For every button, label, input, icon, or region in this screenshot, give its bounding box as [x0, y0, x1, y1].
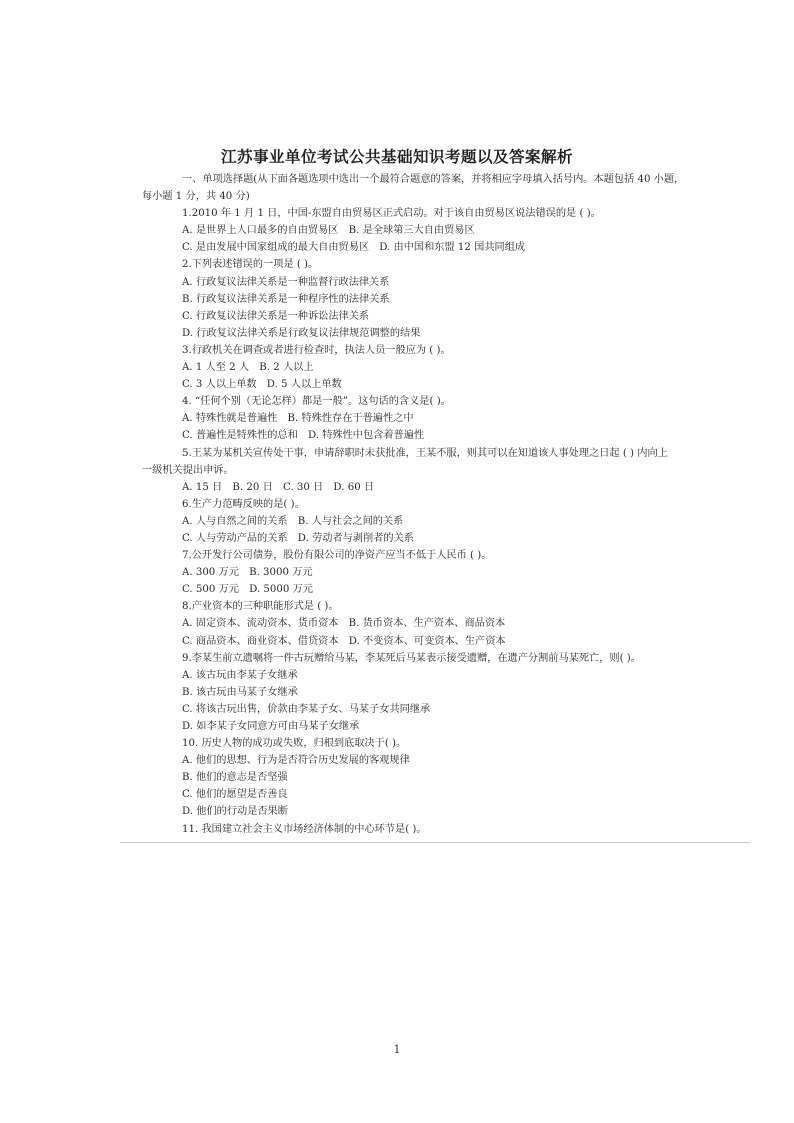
question-11-stem: 11. 我国建立社会主义市场经济体制的中心环节是( )。: [182, 823, 427, 835]
question-3-stem: 3.行政机关在调查或者进行检查时，执法人员一般应为 ( )。: [182, 344, 451, 356]
question-6-options-ab: A. 人与自然之间的关系 B. 人与社会之间的关系: [182, 515, 404, 527]
question-4-stem: 4. “任何个别（无论怎样）都是一般”。这句话的含义是( )。: [182, 396, 451, 408]
question-3-options-ab: A. 1 人至 2 人 B. 2 人以上: [182, 362, 314, 374]
question-1-options-ab: A. 是世界上人口最多的自由贸易区 B. 是全球第三大自由贸易区: [182, 225, 475, 237]
section-intro-continued: 每小题 1 分，共 40 分): [142, 191, 250, 203]
question-2-option-a: A. 行政复议法律关系是一种监督行政法律关系: [182, 276, 390, 288]
question-list: [142, 171, 752, 838]
question-9-option-a: A. 该古玩由李某子女继承: [182, 669, 298, 681]
question-1-options-cd: C. 是由发展中国家组成的最大自由贸易区 D. 由中国和东盟 12 国共同组成: [182, 242, 526, 254]
question-10-option-d: D. 他们的行动是否果断: [182, 806, 288, 818]
page-title: 江苏事业单位考试公共基础知识考题以及答案解析: [220, 148, 573, 166]
question-10-option-a: A. 他们的思想、行为是否符合历史发展的客观规律: [182, 755, 410, 767]
question-4-options-cd: C. 普遍性是特殊性的总和 D. 特殊性中包含着普遍性: [182, 430, 425, 442]
question-6-options-cd: C. 人与劳动产品的关系 D. 劳动者与剥削者的关系: [182, 532, 414, 544]
question-10-stem: 10. 历史人物的成功或失败，归根到底取决于( )。: [182, 738, 407, 750]
question-7-stem: 7.公开发行公司债券，股份有限公司的净资产应当不低于人民币 ( )。: [182, 550, 492, 562]
question-9-option-d: D. 如李某子女同意方可由马某子女继承: [182, 721, 360, 732]
question-7-options-cd: C. 500 万元 D. 5000 万元: [182, 584, 313, 596]
question-2-option-d: D. 行政复议法律关系是行政复议法律规范调整的结果: [182, 327, 421, 339]
question-2-stem: 2.下列表述错误的一项是 ( )。: [182, 259, 319, 271]
question-5-options: A. 15 日 B. 20 日 C. 30 日 D. 60 日: [182, 481, 375, 493]
question-2-option-b: B. 行政复议法律关系是一种程序性的法律关系: [182, 293, 390, 305]
question-10-option-b: B. 他们的意志是否坚强: [182, 772, 288, 784]
question-2-option-c: C. 行政复议法律关系是一种诉讼法律关系: [182, 310, 370, 322]
question-1-stem: 1.2010 年 1 月 1 日，中国-东盟自由贸易区正式启动。对于该自由贸易区说法错误的是 ( )。: [182, 208, 601, 220]
question-9-stem: 9.李某生前立遗嘱将一件古玩赠给马某，李某死后马某表示接受遗赠，在遗产分割前马某死亡，则( )。: [182, 652, 641, 664]
question-7-options-ab: A. 300 万元 B. 3000 万元: [182, 567, 313, 579]
question-6-stem: 6.生产力范畴反映的是( )。: [182, 498, 305, 510]
page-divider: [120, 842, 750, 843]
question-9-option-c: C. 将该古玩出售，价款由李某子女、马某子女共同继承: [182, 703, 431, 715]
question-10-option-c: C. 他们的愿望是否善良: [182, 789, 288, 801]
question-8-options-cd: C. 商品资本、商业资本、借贷资本 D. 不变资本、可变资本、生产资本: [182, 635, 506, 647]
question-4-options-ab: A. 特殊性就是普遍性 B. 特殊性存在于普遍性之中: [182, 413, 414, 425]
question-9-option-b: B. 该古玩由马某子女继承: [182, 686, 298, 698]
page-number: 1: [393, 1043, 401, 1056]
question-5-stem: 5.王某为某机关宣传处干事，申请辞职时未获批准，王某不服，则其可以在知道该人事处理之日起 ( ) 内向上: [182, 447, 668, 459]
question-8-stem: 8.产业资本的三种职能形式是 ( )。: [182, 601, 339, 613]
question-8-options-ab: A. 固定资本、流动资本、货币资本 B. 货币资本、生产资本、商品资本: [182, 618, 506, 630]
section-intro: 一、单项选择题(从下面各题选项中选出一个最符合题意的答案，并将相应字母填入括号内。本题包括 40 小题，: [182, 174, 685, 185]
question-5-stem-continued: 一级机关提出申诉。: [142, 464, 234, 476]
question-3-options-cd: C. 3 人以上单数 D. 5 人以上单数: [182, 379, 342, 391]
